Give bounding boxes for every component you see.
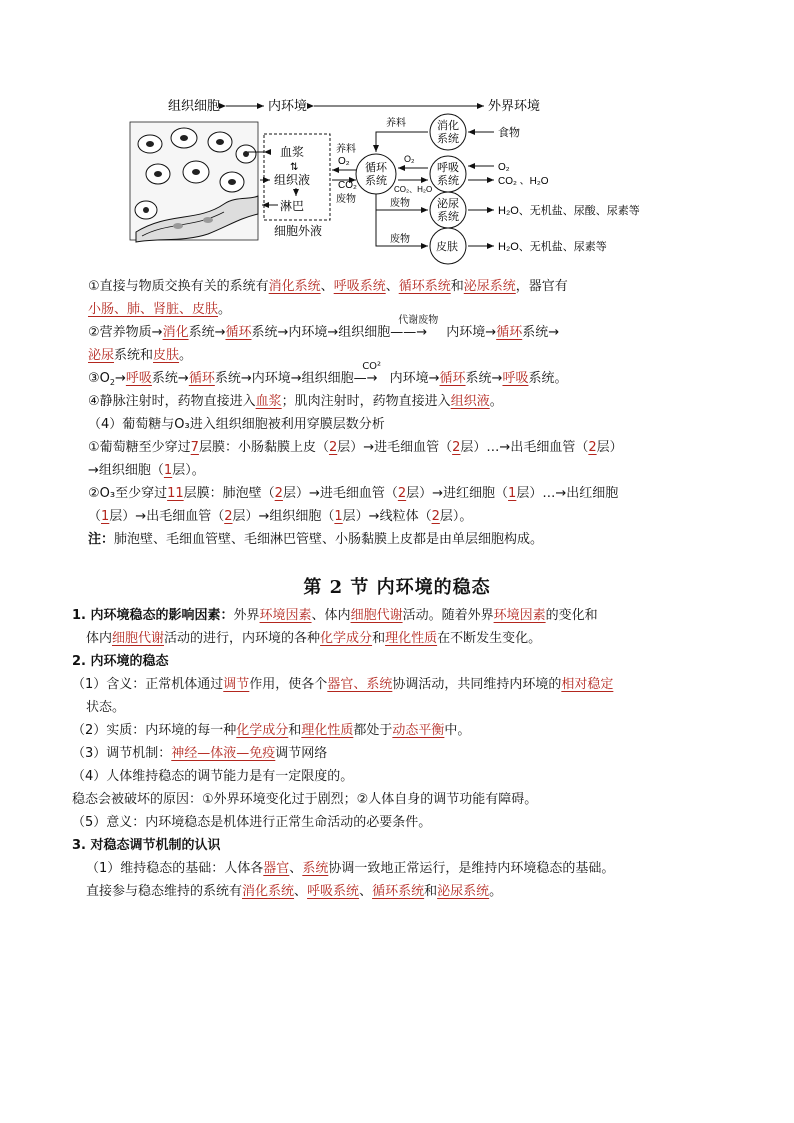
section2-title: 第 2 节 内环境的稳态 bbox=[303, 577, 491, 598]
s2-line-7: （3）调节机制：神经—体液—免疫调节网络 bbox=[72, 746, 328, 761]
s2-line-3: 2. 内环境的稳态 bbox=[72, 654, 169, 669]
line-1: ①直接与物质交换有关的系统有消化系统、呼吸系统、循环系统和泌尿系统，器官有 bbox=[88, 279, 568, 294]
label-circulatory-1: 循环 bbox=[365, 162, 387, 174]
tissue-cells-illustration bbox=[130, 122, 258, 242]
label-tissue-cells: 组织细胞 bbox=[168, 98, 221, 113]
s2-line-4: （1）含义：正常机体通过调节作用，使各个器官、系统协调活动，共同维持内环境的相对稳定 bbox=[72, 677, 614, 692]
s2-line-8: （4）人体维持稳态的调节能力是有一定限度的。 bbox=[72, 769, 354, 784]
label-respiratory-1: 呼吸 bbox=[437, 162, 459, 174]
svg-text:⇅: ⇅ bbox=[290, 162, 299, 173]
label-co2-waste-1: CO₂ bbox=[338, 180, 357, 191]
label-urinary-2: 系统 bbox=[437, 211, 459, 223]
label-food: 食物 bbox=[498, 127, 520, 139]
label-respiratory-2: 系统 bbox=[437, 175, 459, 187]
line-8: ①葡萄糖至少穿过7层膜：小肠黏膜上皮（2层）→进毛细血管（2层）…→出毛细血管（2层） bbox=[88, 440, 623, 455]
label-urinary-out: H₂O、无机盐、尿酸、尿素等 bbox=[498, 205, 640, 217]
label-circulatory-2: 系统 bbox=[365, 175, 387, 187]
label-digestive-1: 消化 bbox=[437, 120, 459, 132]
line-9: →组织细胞（1层）。 bbox=[88, 463, 205, 478]
section2-notes bbox=[72, 604, 732, 903]
line-6: ④静脉注射时，药物直接进入血浆；肌肉注射时，药物直接进入组织液。 bbox=[88, 394, 503, 409]
label-nutrients-o2-1: 养料 bbox=[336, 144, 356, 155]
label-o2-arrow: O₂ bbox=[404, 154, 415, 164]
label-tissue-fluid: 组织液 bbox=[274, 173, 311, 187]
s2-line-9: 稳态会被破坏的原因：①外界环境变化过于剧烈；②人体自身的调节功能有障碍。 bbox=[72, 792, 538, 807]
line-2: 小肠、肺、肾脏、皮肤。 bbox=[88, 302, 232, 317]
s2-line-2: 体内细胞代谢活动的进行，内环境的各种化学成分和理化性质在不断发生变化。 bbox=[86, 631, 542, 646]
s2-line-13: 直接参与稳态维持的系统有消化系统、呼吸系统、循环系统和泌尿系统。 bbox=[86, 884, 503, 899]
s2-line-10: （5）意义：内环境稳态是机体进行正常生命活动的必要条件。 bbox=[72, 815, 432, 830]
label-waste-2: 废物 bbox=[390, 234, 410, 245]
s2-line-5: 状态。 bbox=[86, 700, 126, 715]
label-waste-1: 废物 bbox=[390, 198, 410, 209]
label-internal-env: 内环境 bbox=[268, 98, 308, 113]
line-5: $③O_2\to$呼吸系统→循环系统→内环境→组织细胞 CO² —→ 内环境→循环系统→呼吸系统。 bbox=[88, 361, 568, 387]
label-co2-h2o: CO₂、H₂O bbox=[394, 185, 433, 194]
section1-notes bbox=[88, 275, 728, 551]
label-nutrients-o2-2: O₂ bbox=[338, 156, 350, 167]
label-urinary-1: 泌尿 bbox=[437, 198, 459, 210]
label-external-env: 外界环境 bbox=[488, 98, 541, 113]
line-3: ②营养物质→消化系统→循环系统→内环境→组织细胞 代谢废物 ——→ 内环境→循环系统→ bbox=[88, 315, 560, 340]
body-fluid-diagram bbox=[128, 92, 668, 270]
label-skin: 皮肤 bbox=[436, 241, 458, 253]
line-10: ②O₃至少穿过11层膜：肺泡壁（2层）→进毛细血管（2层）→进红细胞（1层）…→出红细胞 bbox=[88, 486, 619, 501]
line-7: （4）葡萄糖与O₃进入组织细胞被利用穿膜层数分析 bbox=[88, 417, 385, 432]
line-11: （1层）→出毛细血管（2层）→组织细胞（1层）→线粒体（2层）。 bbox=[88, 509, 473, 524]
label-lymph: 淋巴 bbox=[280, 199, 305, 213]
label-co2-waste-2: 废物 bbox=[336, 194, 356, 205]
line-12: 注：肺泡壁、毛细血管壁、毛细淋巴管壁、小肠黏膜上皮都是由单层细胞构成。 bbox=[88, 532, 544, 547]
label-nutrients: 养料 bbox=[386, 118, 406, 129]
label-extracellular-fluid: 细胞外液 bbox=[274, 224, 323, 238]
s2-line-6: （2）实质：内环境的每一种化学成分和理化性质都处于动态平衡中。 bbox=[72, 723, 471, 738]
s2-line-12: （1）维持稳态的基础：人体各器官、系统协调一致地正常运行，是维持内环境稳态的基础。 bbox=[86, 861, 615, 876]
label-co2-h2o-out: CO₂ 、H₂O bbox=[498, 176, 549, 187]
label-digestive-2: 系统 bbox=[437, 133, 459, 145]
label-o2-in: O₂ bbox=[498, 162, 510, 173]
s2-line-1: 1. 内环境稳态的影响因素：外界环境因素、体内细胞代谢活动。随着外界环境因素的变化和 bbox=[72, 608, 598, 623]
label-plasma: 血浆 bbox=[280, 145, 305, 159]
line-4: 泌尿系统和皮肤。 bbox=[88, 348, 193, 363]
label-skin-out: H₂O、无机盐、尿素等 bbox=[498, 241, 607, 253]
s2-line-11: 3. 对稳态调节机制的认识 bbox=[72, 838, 221, 853]
